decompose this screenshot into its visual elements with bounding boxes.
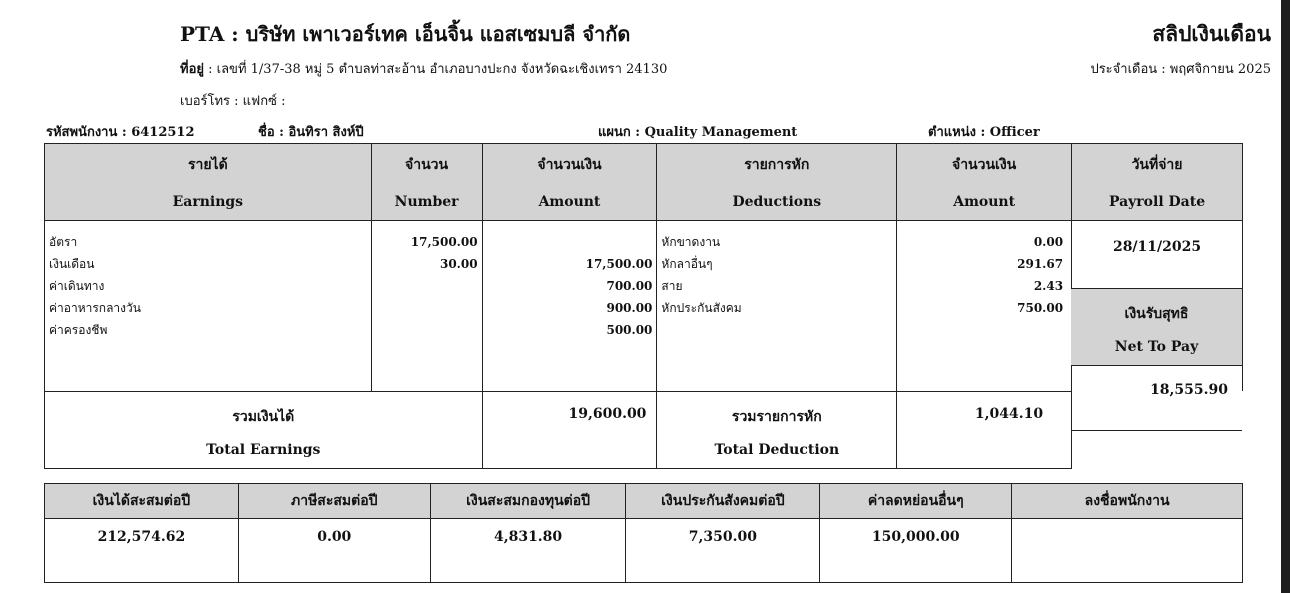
list-item [483, 231, 657, 253]
earnings-header: รายได้ Earnings [45, 144, 372, 221]
employee-position: ตำแหน่ง : Officer [928, 125, 1040, 140]
employee-id: รหัสพนักงาน : 6412512 [46, 125, 195, 140]
ytd-header-tax: ภาษีสะสมต่อปี [238, 484, 430, 519]
employee-signature-box [1012, 519, 1243, 583]
list-item: ค่าครองชีพ [49, 323, 108, 337]
number-header: จำนวน Number [371, 144, 482, 221]
list-item: หักขาดงาน [661, 235, 721, 249]
list-item: 17,500.00 [410, 235, 478, 249]
list-item: 0.00 [1033, 235, 1064, 249]
ytd-table [44, 483, 1243, 583]
ytd-header-fund: เงินสะสมกองทุนต่อปี [430, 484, 626, 519]
list-item: 900.00 [606, 301, 653, 315]
list-item: 750.00 [1017, 301, 1064, 315]
payroll-date: 28/11/2025 [1112, 239, 1202, 255]
amount-header: จำนวนเงิน Amount [482, 144, 657, 221]
list-item: เงินเดือน [49, 257, 95, 271]
deductions-header: รายการหัก Deductions [657, 144, 897, 221]
address-text: : เลขที่ 1/37-38 หมู่ 5 ตำบลท่าสะอ้าน อำเภอบางปะกง จังหวัดฉะเชิงเทรา 24130 [204, 62, 668, 77]
table-header-row [45, 144, 1243, 221]
ytd-header-allowance: ค่าลดหย่อนอื่นๆ [820, 484, 1012, 519]
ytd-income-value: 212,574.62 [45, 519, 239, 583]
ytd-header-income: เงินได้สะสมต่อปี [45, 484, 239, 519]
ytd-header-row [45, 484, 1243, 519]
ytd-tax-value: 0.00 [238, 519, 430, 583]
total-deduction-label: รวมรายการหัก Total Deduction [657, 391, 897, 468]
company-name: PTA : บริษัท เพาเวอร์เทค เอ็นจิ้น แอสเซมบลี จำกัด [180, 22, 631, 46]
net-pay-label: เงินรับสุทธิ Net To Pay [1071, 288, 1242, 366]
list-item: 500.00 [606, 323, 653, 337]
deduction-amounts [897, 221, 1072, 392]
table-body-row [45, 221, 1243, 392]
document-title: สลิปเงินเดือน [1152, 21, 1271, 46]
payslip-table [44, 143, 1243, 469]
deduction-labels [657, 221, 897, 392]
list-item: 700.00 [606, 279, 653, 293]
pay-period: ประจำเดือน : พฤศจิกายน 2025 [1090, 62, 1271, 77]
net-pay-value: 18,555.90 [1071, 364, 1242, 431]
employee-department: แผนก : Quality Management [598, 125, 798, 140]
ytd-allowance-value: 150,000.00 [820, 519, 1012, 583]
ytd-header-signature: ลงชื่อพนักงาน [1012, 484, 1243, 519]
list-item: สาย [661, 279, 683, 293]
list-item: อัตรา [49, 235, 78, 249]
list-item: 2.43 [1033, 279, 1064, 293]
list-item: หักประกันสังคม [661, 301, 742, 315]
list-item: 291.67 [1017, 257, 1064, 271]
list-item: ค่าเดินทาง [49, 279, 105, 293]
payroll-date-header: วันที่จ่าย Payroll Date [1072, 144, 1243, 221]
list-item: หักลาอื่นๆ [661, 257, 713, 271]
ytd-social-security-value: 7,350.00 [626, 519, 820, 583]
company-address [180, 58, 667, 79]
list-item: 17,500.00 [585, 257, 653, 271]
totals-row [45, 391, 1243, 468]
list-item: 30.00 [439, 257, 478, 271]
earnings-labels [45, 221, 372, 392]
ytd-fund-value: 4,831.80 [430, 519, 626, 583]
company-phone: เบอร์โทร : แฟกซ์ : [180, 94, 286, 109]
total-earnings-label: รวมเงินได้ Total Earnings [45, 391, 483, 468]
deduction-amount-header: จำนวนเงิน Amount [897, 144, 1072, 221]
ytd-value-row [45, 519, 1243, 583]
total-deduction-value: 1,044.10 [897, 391, 1072, 468]
employee-name: ชื่อ : อินทิรา สิงห์ปี [258, 125, 364, 140]
list-item: ค่าอาหารกลางวัน [49, 301, 141, 315]
earnings-numbers [371, 221, 482, 392]
ytd-header-social-security: เงินประกันสังคมต่อปี [626, 484, 820, 519]
total-earnings-value: 19,600.00 [482, 391, 657, 468]
earnings-amounts [482, 221, 657, 392]
address-label: ที่อยู่ [180, 62, 204, 77]
